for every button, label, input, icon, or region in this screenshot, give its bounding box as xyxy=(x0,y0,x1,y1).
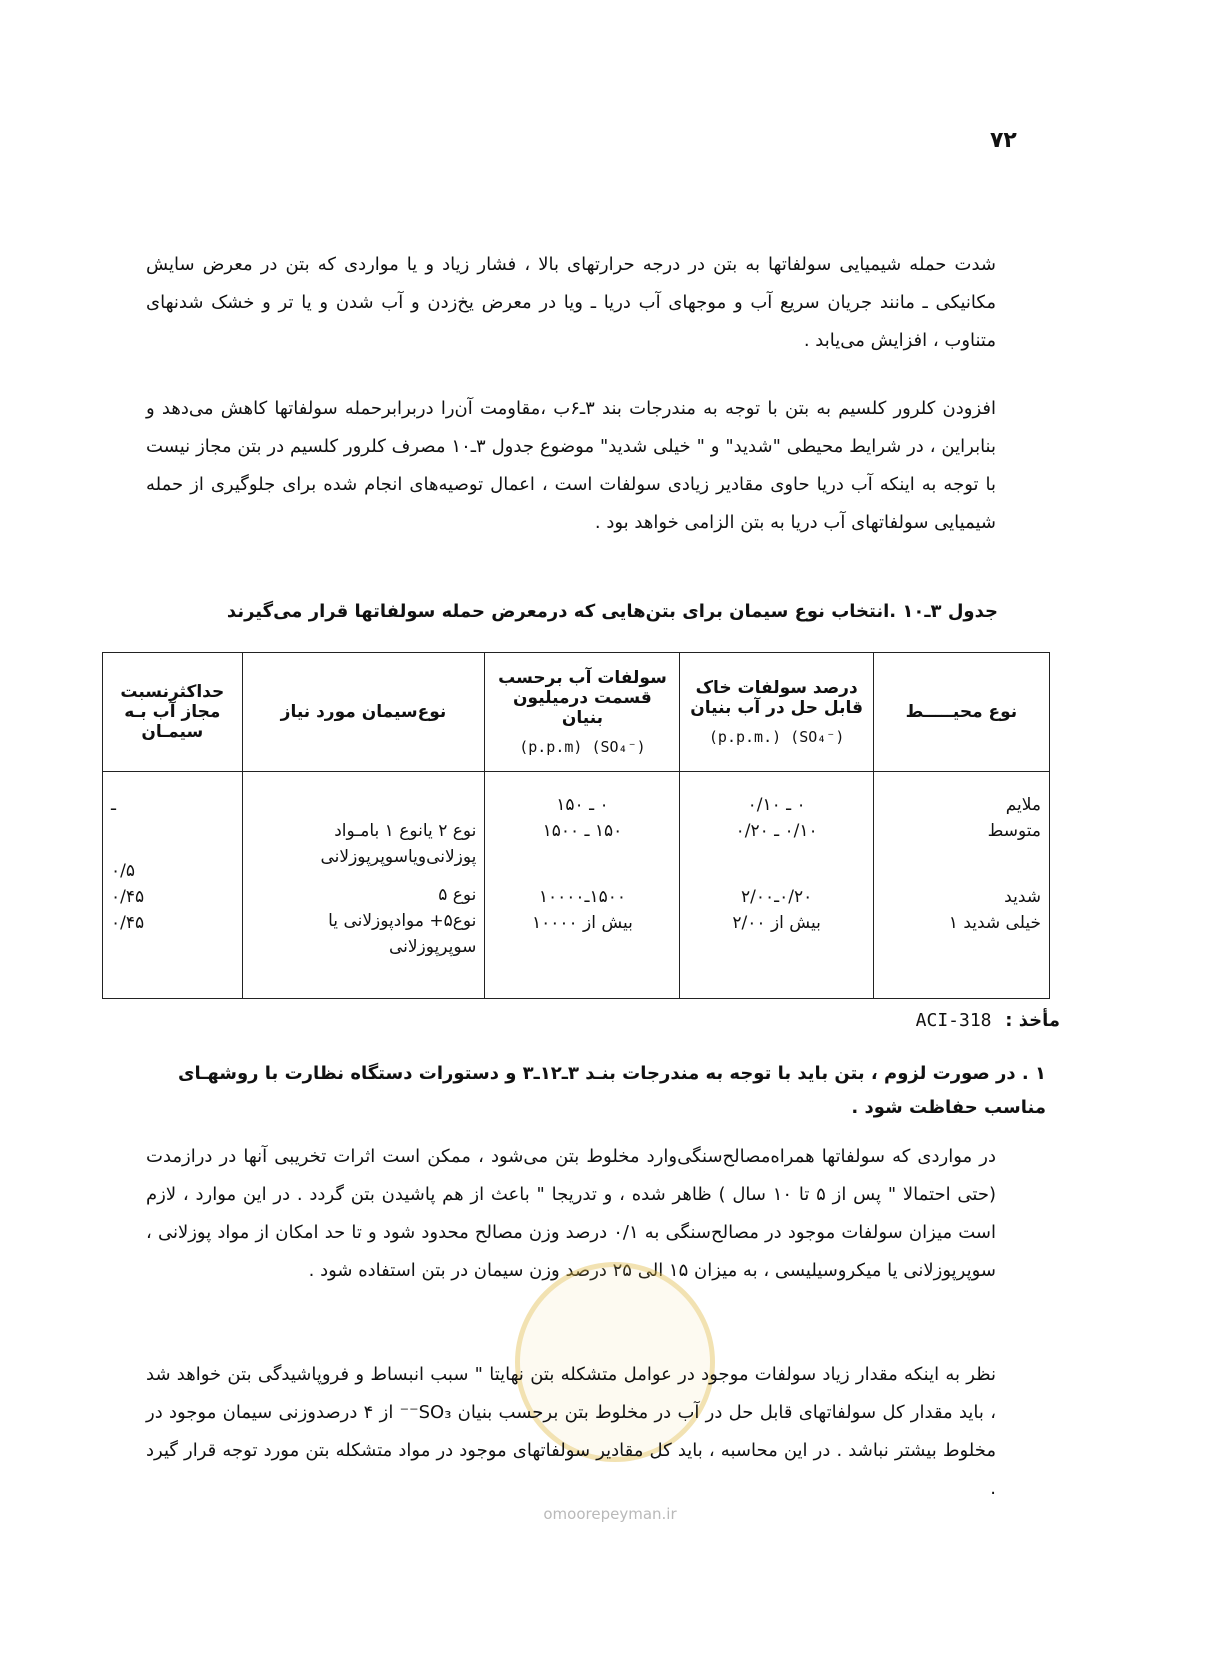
table-header-row xyxy=(103,653,1050,772)
header-soil-unit: (p.p.m.) (SO₄⁻) xyxy=(708,728,845,746)
spacer xyxy=(688,844,864,884)
ratio-very-severe: ۰/۴۵ xyxy=(111,913,145,933)
footnote: ۱ . در صورت لزوم ، بتن باید با توجه به مندرجات بنـد ۳ـ۱۲ـ۳ و دستورات دستگاه نظارت با روشهـای مناسب حفاظت شود . xyxy=(177,1063,1046,1118)
table-caption: جدول ۳ـ۱۰ .انتخاب نوع سیمان برای بتن‌هایی که درمعرض حمله سولفاتها قرار می‌گیرند xyxy=(226,601,998,622)
header-water-cement-ratio: حداکثرنسبت مجاز آب بـه سیمـان xyxy=(103,653,243,772)
sulfate-exposure-table xyxy=(102,652,1050,999)
source-label: مأخذ : xyxy=(1005,1010,1060,1031)
header-water-sulfate xyxy=(485,653,680,772)
env-moderate: متوسط xyxy=(987,821,1041,841)
cement-moderate: نوع ۲ یانوع ۱ بامـواد پوزلانی‌ویاسوپرپوزلانی xyxy=(320,821,477,867)
ratio-moderate: ۰/۵ xyxy=(111,861,135,881)
spacer xyxy=(882,844,1041,884)
paragraph-chemical-attack: شدت حمله شیمیایی سولفاتها به بتن در درجه حرارتهای بالا ، فشار زیاد و یا مواردی که بتن در معرض سایش مکانیکی ـ مانند جریان سریع آب و موجهای آب دریا ـ ویا در معرض یخ‌زدن و آب شدن و یا تر و خشک شدنهای متناوب ، افزایش می‌یابد . xyxy=(146,254,996,351)
spacer xyxy=(251,870,477,882)
spacer xyxy=(111,818,234,858)
ratio-mild: ـ xyxy=(111,795,116,815)
table-body-row xyxy=(103,772,1050,999)
watermark-text: omoorepeyman.ir xyxy=(543,1505,677,1523)
header-environment: نوع محیـــــط xyxy=(873,653,1049,772)
soil-moderate: ۰/۱۰ ـ ۰/۲۰ xyxy=(735,821,818,841)
env-mild: ملایم xyxy=(1005,795,1041,815)
paragraph-calcium-chloride: افزودن کلرور کلسیم به بتن با توجه به مندرجات بند ۳ـ۶ب ،مقاومت آن‌را دربرابرحمله سولفاتها کاهش می‌دهد و بنابراین ، در شرایط محیطی "شدید" و " خیلی شدید" موضوع جدول ۳ـ۱۰ مصرف کلرور کلسیم در بتن مجاز نیست با توجه به اینکه آب دریا حاوی مقادیر زیادی سولفات است ، اعمال توصیه‌های انجام شده برای جلوگیری از حمله شیمیایی سولفاتهای آب دریا به بتن الزامی خواهد بود . xyxy=(146,398,997,533)
soil-severe: ۰/۲۰ـ۲/۰۰ xyxy=(741,887,813,907)
header-water-unit: (p.p.m) (SO₄⁻) xyxy=(519,738,646,756)
page-number: ۷۲ xyxy=(990,128,1017,153)
water-mild: ۰ ـ ۱۵۰ xyxy=(556,795,609,815)
water-severe: ۱۵۰۰ـ۱۰۰۰۰ xyxy=(538,887,627,907)
ratio-severe: ۰/۴۵ xyxy=(111,887,145,907)
water-very-severe: بیش از ۱۰۰۰۰ xyxy=(531,913,633,933)
header-soil-label: درصد سولفات خاک قابل حل در آب بنیان xyxy=(690,678,863,718)
cell-ratio xyxy=(103,772,243,999)
env-very-severe: خیلی شدید ۱ xyxy=(948,913,1041,933)
source-value: ACI-318 xyxy=(915,1010,992,1031)
paragraph-total-sulfate-limit: نظر به اینکه مقدار زیاد سولفات موجود در عوامل متشکله بتن نهایتا " سبب انبساط و فروپاشیدگی بتن خواهد شد ، باید مقدار کل سولفاتهای قابل حل در آب در مخلوط بتن برحسب بنیان SO₃⁻⁻ از ۴ درصدوزنی سیمان موجود در مخلوط بیشتر نباشد . در این محاسبه ، باید کل مقادیر سولفاتهای موجود در مواد متشکله بتن مورد توجه قرار گیرد . xyxy=(146,1364,997,1499)
cell-soil xyxy=(680,772,873,999)
cement-very-severe: نوع۵+ موادپوزلانی یا سوپرپوزلانی xyxy=(328,911,477,957)
cell-environment xyxy=(873,772,1049,999)
env-severe: شدید xyxy=(1004,887,1041,907)
cell-cement xyxy=(242,772,485,999)
spacer xyxy=(493,844,671,884)
cell-water xyxy=(485,772,680,999)
soil-very-severe: بیش از ۲/۰۰ xyxy=(732,913,821,933)
water-moderate: ۱۵۰ ـ ۱۵۰۰ xyxy=(542,821,623,841)
soil-mild: ۰ ـ ۰/۱۰ xyxy=(747,795,806,815)
header-water-label: سولفات آب برحسب قسمت درمیلیون بنیان xyxy=(498,668,667,728)
header-soil-sulfate xyxy=(680,653,873,772)
paragraph-aggregate-sulfates: در مواردی که سولفاتها همراه‌مصالح‌سنگی‌وارد مخلوط بتن می‌شود ، ممکن است اثرات تخریبی آنها در درازمدت (حتی احتمالا " پس از ۵ تا ۱۰ سال ) ظاهر شده ، و تدریجا " باعث از هم پاشیدن بتن گردد . در این موارد ، لازم است میزان سولفات موجود در مصالح‌سنگی به ۰/۱ درصد وزن مصالح محدود شود و تا حد امکان از مواد پوزلانی ، سوپرپوزلانی یا میکروسیلیسی ، به میزان ۱۵ الی ۲۵ درصد وزن سیمان در بتن استفاده شود . xyxy=(146,1146,997,1281)
cement-severe: نوع ۵ xyxy=(438,885,477,905)
table-source xyxy=(820,1010,1060,1031)
header-cement-type: نوع‌سیمان مورد نیاز xyxy=(242,653,485,772)
